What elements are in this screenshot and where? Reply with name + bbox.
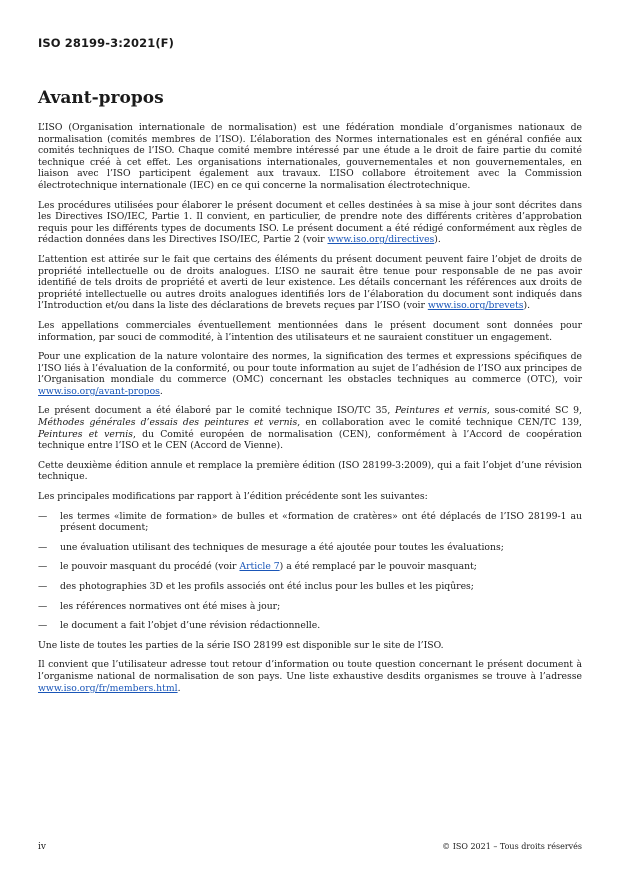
copyright-notice: © ISO 2021 – Tous droits réservés	[442, 842, 582, 851]
changes-list	[38, 511, 582, 632]
list-item: — le pouvoir masquant du procédé (voir Article 7) a été remplacé par le pouvoir masquant;	[38, 561, 477, 573]
list-item: — les références normatives ont été mises à jour;	[38, 600, 281, 612]
list-item: — des photographies 3D et les profils associés ont été inclus pour les bulles et les piqûres;	[38, 581, 474, 592]
paragraph-series-list: Une liste de toutes les parties de la série ISO 28199 est disponible sur le site de l’ISO.	[38, 639, 444, 651]
paragraph-edition: Cette deuxième édition annule et remplace la première édition (ISO 28199-3:2009), qui a fait l’objet d’une révision technique.	[38, 459, 582, 483]
paragraph-committee: Le présent document a été élaboré par le comité technique ISO/TC 35, Peintures et vernis, sous-comité SC 9, Méthodes générales d’essais des peintures et vernis, en collaboration avec le comité technique CEN/TC 139, Peintures et vernis, du Comité européen de normalisation (CEN), conformément à l’Accord de coopération technique entre l’ISO et le CEN (Accord de Vienne).	[38, 405, 583, 452]
list-item: — une évaluation utilisant des techniques de mesurage a été ajoutée pour toutes les évaluations;	[38, 541, 504, 553]
link-brevets[interactable]: www.iso.org/brevets	[427, 300, 524, 312]
list-item: — le document a fait l’objet d’une révision rédactionnelle.	[38, 620, 321, 632]
paragraph-trade-names: Les appellations commerciales éventuellement mentionnées dans le présent document sont données pour information, par souci de commodité, à l’intention des utilisateurs et ne sauraient constituer un engagement.	[38, 319, 582, 343]
paragraph-voluntary-nature: Pour une explication de la nature volontaire des normes, la signification des termes et expressions spécifiques de l’ISO liés à l’évaluation de la conformité, ou pour toute information au sujet de l’adhésion de l’ISO aux principes de l’Organisation mondiale du commerce (OMC) concernant les obstacles techniques au commerce (OTC), voir www.iso.org/avant-propos.	[38, 351, 582, 397]
document-id: ISO 28199-3:2021(F)	[38, 36, 174, 50]
link-avant-propos[interactable]: www.iso.org/avant-propos	[38, 385, 160, 397]
paragraph-patents: L’attention est attirée sur le fait que certains des éléments du présent document peuvent faire l’objet de droits de propriété intellectuelle ou de droits analogues. L’ISO ne saurait être tenue pour responsable de ne pas avoir identifié de tels droits de propriété et averti de leur existence. Les détails concernant les références aux droits de propriété intellectuelle ou autres droits analogues identifiés lors de l’élaboration du document sont indiqués dans l’Introduction et/ou dans la liste des déclarations de brevets reçues par l’ISO (voir www.iso.org/brevets).	[38, 253, 582, 312]
page-title: Avant-propos	[38, 88, 164, 108]
paragraph-iso-intro: L’ISO (Organisation internationale de normalisation) est une fédération mondiale d’organismes nationaux de normalisation (comités membres de l’ISO). L’élaboration des Normes internationales est en général confiée aux comités techniques de l’ISO. Chaque comité membre intéressé par une étude a le droit de faire partie du comité technique créé à cet effet. Les organisations internationales, gouvernementales et non gouvernementales, en liaison avec l’ISO participent également aux travaux. L’ISO collabore étroitement avec la Commission électrotechnique internationale (IEC) en ce qui concerne la normalisation électrotechnique.	[38, 122, 582, 191]
paragraph-feedback: Il convient que l’utilisateur adresse tout retour d’information ou toute question concernant le présent document à l’organisme national de normalisation de son pays. Une liste exhaustive desdits organismes se trouve à l’adresse www.iso.org/fr/members.html.	[38, 659, 582, 694]
list-item: — les termes «limite de formation» de bulles et «formation de cratères» ont été déplacés de l’ISO 28199-1 au présent document;	[38, 510, 582, 534]
link-directives[interactable]: www.iso.org/directives	[327, 234, 435, 246]
document-body	[38, 122, 582, 702]
link-article-7[interactable]: Article 7	[239, 561, 280, 573]
link-members[interactable]: www.iso.org/fr/members.html	[38, 682, 178, 694]
paragraph-procedures: Les procédures utilisées pour élaborer le présent document et celles destinées à sa mise à jour sont décrites dans les Directives ISO/IEC, Partie 1. Il convient, en particulier, de prendre note des différents critères d’approbation requis pour les différents types de documents ISO. Le présent document a été rédigé conformément aux règles de rédaction données dans les Directives ISO/IEC, Partie 2 (voir www.iso.org/directives).	[38, 199, 582, 246]
page-number: iv	[38, 842, 46, 852]
paragraph-changes-intro: Les principales modifications par rapport à l’édition précédente sont les suivantes:	[38, 491, 428, 503]
